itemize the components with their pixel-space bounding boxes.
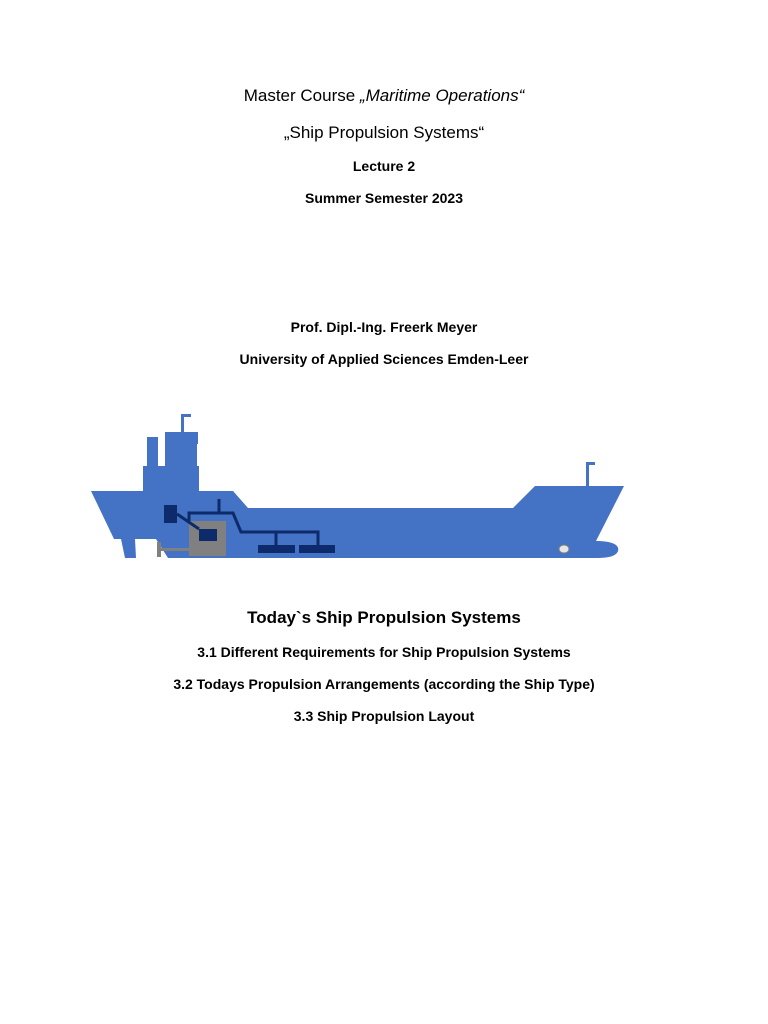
rudder (121, 539, 136, 558)
contents-title: Today`s Ship Propulsion Systems (247, 608, 521, 627)
propeller (157, 542, 161, 557)
auxiliary-unit (164, 505, 177, 523)
semester-label: Summer Semester 2023 (305, 190, 463, 206)
contents-item-3-3: 3.3 Ship Propulsion Layout (293, 708, 475, 724)
topic-title: „Ship Propulsion Systems“ (283, 123, 485, 142)
contents-item-3-1: 3.1 Different Requirements for Ship Propulsion Systems (197, 644, 571, 660)
ship-illustration (88, 410, 628, 562)
funnel (147, 437, 158, 467)
author-institution: University of Applied Sciences Emden-Leer (239, 351, 529, 367)
fore-mast (586, 462, 589, 487)
tank-1 (258, 545, 295, 553)
author-name: Prof. Dipl.-Ing. Freerk Meyer (290, 319, 478, 335)
engine-unit (199, 529, 217, 541)
fore-mast-flag (586, 462, 595, 465)
lecture-number: Lecture 2 (352, 158, 416, 174)
course-title (0, 86, 768, 106)
aft-mast-flag (181, 414, 191, 417)
bow-thruster (559, 545, 569, 553)
propeller-shaft (159, 548, 193, 551)
tank-2 (299, 545, 335, 553)
course-name: „Maritime Operations“ (359, 86, 525, 105)
course-prefix: Master Course (243, 86, 360, 105)
contents-item-3-2: 3.2 Todays Propulsion Arrangements (according the Ship Type) (173, 676, 595, 692)
